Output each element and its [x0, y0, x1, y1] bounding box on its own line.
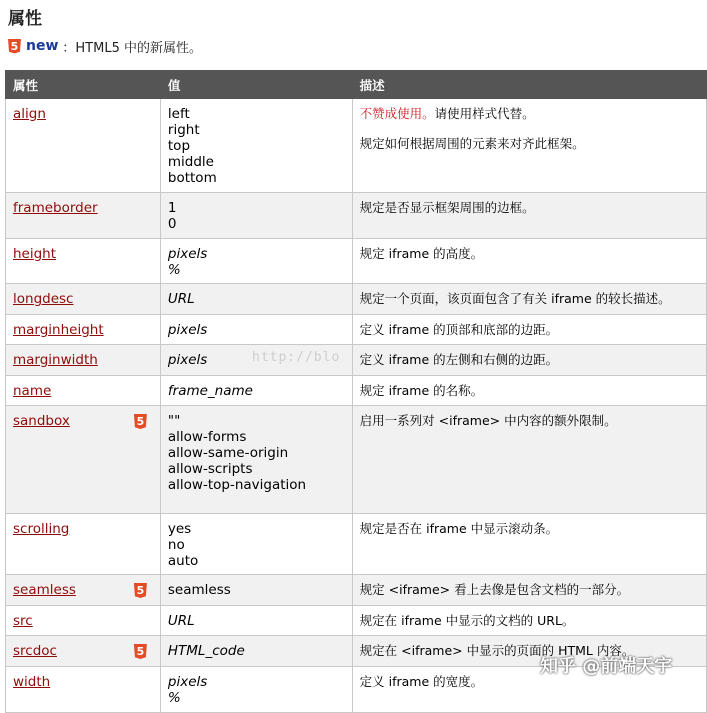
value-item: allow-top-navigation — [167, 477, 307, 493]
attribute-link-longdesc[interactable]: longdesc — [13, 291, 74, 307]
html5-icon — [8, 39, 21, 54]
value-cell — [160, 406, 352, 514]
description-cell — [352, 514, 706, 575]
value-item: pixels — [167, 674, 208, 690]
deprecated-note: 不赞成使用。 — [359, 106, 435, 121]
value-item: "" — [167, 413, 181, 429]
value-cell — [160, 99, 352, 193]
description-cell — [352, 193, 706, 239]
value-item: right — [167, 122, 200, 138]
table-row — [6, 284, 707, 315]
description-text: 规定在 <iframe> 中显示的页面的 HTML 内容。 — [359, 643, 635, 658]
value-item: bottom — [167, 170, 217, 186]
header-attribute: 属性 — [6, 71, 161, 99]
description-cell — [352, 345, 706, 376]
header-description: 描述 — [352, 71, 706, 99]
value-item: URL — [167, 291, 195, 307]
attribute-link-seamless[interactable]: seamless — [13, 582, 76, 598]
value-item: pixels — [167, 352, 208, 368]
description-text: 定义 iframe 的顶部和底部的边距。 — [359, 322, 559, 337]
attribute-link-marginwidth[interactable]: marginwidth — [13, 352, 98, 368]
attributes-table — [5, 70, 707, 713]
attribute-cell — [6, 99, 161, 193]
description-cell — [352, 284, 706, 315]
description-cell — [352, 376, 706, 406]
value-item: frame_name — [167, 383, 253, 399]
value-cell — [160, 514, 352, 575]
value-item: % — [167, 262, 181, 278]
value-item: left — [167, 106, 190, 122]
html5-legend — [8, 36, 202, 56]
zhihu-watermark: 知乎 @前端天宇 — [540, 656, 673, 677]
attribute-link-name[interactable]: name — [13, 383, 52, 399]
value-item: allow-scripts — [167, 461, 253, 477]
description-cell — [352, 406, 706, 514]
description-cell — [352, 606, 706, 636]
section-heading: 属性 — [8, 9, 42, 29]
value-item: % — [167, 690, 181, 706]
description-cell — [352, 575, 706, 606]
attribute-link-marginheight[interactable]: marginheight — [13, 322, 104, 338]
attribute-cell — [6, 193, 161, 239]
table-row — [6, 99, 707, 193]
value-cell — [160, 239, 352, 284]
new-description: ：HTML5 中的新属性。 — [62, 40, 202, 56]
value-cell — [160, 376, 352, 406]
value-item: auto — [167, 553, 199, 569]
value-item: pixels — [167, 322, 208, 338]
description-cell — [352, 315, 706, 345]
attribute-link-srcdoc[interactable]: srcdoc — [13, 643, 57, 659]
value-item: no — [167, 537, 185, 553]
value-cell — [160, 636, 352, 667]
value-cell — [160, 284, 352, 315]
table-row — [6, 239, 707, 284]
description-text: 规定一个页面，该页面包含了有关 iframe 的较长描述。 — [359, 291, 671, 306]
table-row — [6, 606, 707, 636]
value-cell — [160, 575, 352, 606]
attribute-cell — [6, 284, 161, 315]
attribute-cell — [6, 406, 161, 514]
description-text: 规定 iframe 的高度。 — [359, 246, 484, 261]
attribute-link-scrolling[interactable]: scrolling — [13, 521, 70, 537]
attribute-cell — [6, 636, 161, 667]
table-row — [6, 514, 707, 575]
table-row — [6, 376, 707, 406]
description-text: 规定是否在 iframe 中显示滚动条。 — [359, 521, 559, 536]
value-item: 1 — [167, 200, 177, 216]
value-item: 0 — [167, 216, 177, 232]
description-text: 定义 iframe 的左侧和右侧的边距。 — [359, 352, 559, 367]
attribute-cell — [6, 376, 161, 406]
description-text: 规定如何根据周围的元素来对齐此框架。 — [359, 136, 585, 151]
table-row — [6, 315, 707, 345]
value-cell — [160, 315, 352, 345]
description-text: 规定 iframe 的名称。 — [359, 383, 484, 398]
value-item: yes — [167, 521, 192, 537]
value-item: middle — [167, 154, 214, 170]
new-label: new — [26, 38, 59, 54]
html5-icon — [134, 583, 147, 598]
value-cell — [160, 667, 352, 713]
attribute-link-width[interactable]: width — [13, 674, 51, 690]
description-text: 规定是否显示框架周围的边框。 — [359, 200, 535, 215]
value-item: allow-same-origin — [167, 445, 289, 461]
attribute-cell — [6, 315, 161, 345]
value-cell — [160, 193, 352, 239]
table-header-row — [6, 71, 707, 99]
value-item: pixels — [167, 246, 208, 262]
attribute-cell — [6, 575, 161, 606]
table-row — [6, 193, 707, 239]
attribute-cell — [6, 239, 161, 284]
watermark-url: http://blo — [252, 350, 341, 365]
description-text: 请使用样式代替。 — [434, 106, 535, 121]
attribute-link-frameborder[interactable]: frameborder — [13, 200, 98, 216]
value-item: HTML_code — [167, 643, 245, 659]
attribute-link-align[interactable]: align — [13, 106, 46, 122]
header-value: 值 — [160, 71, 352, 99]
html5-icon — [134, 644, 147, 659]
table-row — [6, 345, 707, 376]
value-item: URL — [167, 613, 195, 629]
description-text: 定义 iframe 的宽度。 — [359, 674, 484, 689]
attribute-link-sandbox[interactable]: sandbox — [13, 413, 70, 429]
table-row — [6, 575, 707, 606]
value-cell — [160, 606, 352, 636]
value-item: seamless — [167, 582, 231, 598]
attribute-cell — [6, 514, 161, 575]
description-text: 规定 <iframe> 看上去像是包含文档的一部分。 — [359, 582, 630, 597]
attribute-link-height[interactable]: height — [13, 246, 57, 262]
description-cell — [352, 239, 706, 284]
value-item: top — [167, 138, 191, 154]
table-row — [6, 406, 707, 514]
html5-icon — [134, 414, 147, 429]
description-text: 规定在 iframe 中显示的文档的 URL。 — [359, 613, 575, 628]
description-text: 启用一系列对 <iframe> 中内容的额外限制。 — [359, 413, 617, 428]
attribute-cell — [6, 345, 161, 376]
description-cell — [352, 99, 706, 193]
value-item: allow-forms — [167, 429, 247, 445]
attribute-cell — [6, 667, 161, 713]
attribute-link-src[interactable]: src — [13, 613, 33, 629]
attribute-cell — [6, 606, 161, 636]
